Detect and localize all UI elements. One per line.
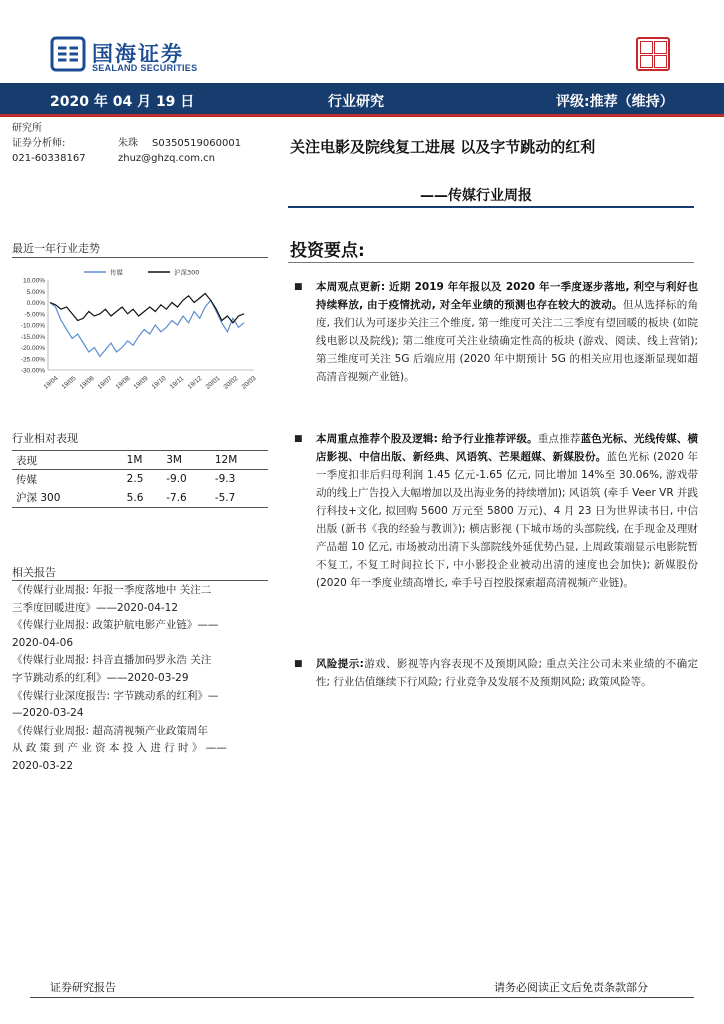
y-tick-label: -20.00%: [20, 345, 45, 352]
y-tick-label: -15.00%: [20, 333, 45, 341]
cell: -9.3: [214, 473, 236, 486]
analyst-cert: S0350519060001: [152, 138, 242, 149]
x-tick-label: 19/12: [186, 374, 204, 391]
legend-label: 传媒: [110, 268, 123, 277]
y-tick-label: 5.00%: [26, 288, 45, 296]
recommendation-mid: 重点推荐: [537, 433, 581, 445]
row-label: 沪深 300: [12, 489, 127, 508]
viewpoint-paragraph: [294, 278, 698, 386]
table-header-row: [12, 451, 268, 470]
page-subtitle: ——传媒行业周报: [420, 188, 532, 204]
recommendation-paragraph: [294, 430, 698, 592]
list-item[interactable]: 《传媒行业深度报告: 字节跳动系的红利》—: [12, 689, 219, 702]
recommendation-stocks: 蓝色光标、光线传媒、横店影视、中信出版、新经典、风语筑、芒果超媒、新媒股份。: [316, 433, 699, 463]
col-header: 3M: [166, 451, 215, 470]
sealand-logo-icon: [50, 36, 86, 72]
trend-heading: 最近一年行业走势: [12, 242, 100, 255]
cell: 5.6: [127, 489, 167, 508]
col-header: 12M: [215, 451, 268, 470]
key-points-divider: [288, 262, 694, 263]
risk-lead: 风险提示:: [316, 658, 364, 670]
y-tick-label: 10.00%: [22, 277, 45, 285]
list-item[interactable]: 2020-04-06: [12, 636, 74, 649]
recommendation-lead: 本周重点推荐个股及逻辑: 给予行业推荐评级。: [316, 433, 538, 445]
table-row: [12, 489, 268, 508]
cell: -7.6: [166, 489, 215, 508]
seal-stamp-icon: [636, 37, 670, 71]
cell: -5.7: [215, 489, 268, 508]
y-tick-label: -5.00%: [24, 311, 45, 319]
related-divider: [12, 580, 268, 581]
performance-heading: 行业相对表现: [12, 432, 78, 445]
analyst-name: 朱珠: [118, 138, 138, 149]
col-header: 1M: [127, 451, 167, 470]
analyst-phone: 021-60338167: [12, 153, 86, 164]
performance-table: [12, 450, 268, 508]
cell: 2.5: [126, 473, 144, 486]
company-logo: [50, 36, 210, 76]
brand-name-cn: 国海证券: [92, 42, 184, 66]
key-points-heading: 投资要点:: [290, 241, 365, 261]
y-tick-label: 0.00%: [26, 300, 45, 307]
rating: 评级:推荐（维持）: [556, 94, 674, 110]
bullet-icon: ■: [294, 659, 303, 669]
report-category: 行业研究: [328, 94, 384, 110]
related-heading: 相关报告: [12, 566, 56, 579]
y-tick-label: -10.00%: [20, 322, 45, 330]
x-tick-label: 19/07: [96, 374, 114, 391]
trend-divider: [12, 257, 268, 258]
risk-paragraph: [294, 655, 698, 691]
viewpoint-body: 但从选择标的角度, 我们认为可逐步关注三个维度, 第一维度可关注二三季度有望回暖的板块 (如院线电影以及院线); 第二维度可关注业绩确定性高的板块 (游戏、阅读、线上营销); 第三维度可关注 5G 后端应用 (2020 年中期预计 5G 的相关应用也逐渐显现如超高清音视频产业链)。: [316, 299, 698, 383]
list-item[interactable]: 《传媒行业周报: 超高清视频产业政策周年: [12, 724, 208, 737]
page-title: 关注电影及院线复工进展 以及字节跳动的红利: [290, 138, 596, 156]
x-tick-label: 19/10: [150, 374, 168, 391]
x-tick-label: 19/05: [60, 374, 78, 391]
x-tick-label: 19/04: [42, 374, 60, 391]
role-label: 证券分析师:: [12, 138, 66, 149]
brand-name-en: SEALAND SECURITIES: [92, 63, 198, 73]
x-tick-label: 19/06: [78, 374, 96, 391]
x-tick-label: 19/11: [168, 375, 186, 391]
footer-left: 证券研究报告: [50, 981, 116, 994]
dept-label: 研究所: [12, 123, 42, 134]
list-item[interactable]: 从 政 策 到 产 业 资 本 投 入 进 行 时 》 ——: [12, 742, 227, 755]
row-label: 传媒: [16, 473, 37, 486]
legend-label: 沪深300: [174, 268, 200, 277]
x-tick-label: 20/01: [204, 374, 222, 391]
y-tick-label: -25.00%: [20, 356, 45, 364]
table-row: [12, 470, 268, 489]
list-item[interactable]: 《传媒行业周报: 年报一季度落地中 关注二: [12, 584, 212, 596]
x-tick-label: 19/08: [114, 374, 132, 391]
y-tick-label: -30.00%: [20, 367, 45, 375]
x-tick-label: 19/09: [132, 374, 150, 391]
list-item[interactable]: 字节跳动系的红利》——2020-03-29: [12, 671, 189, 684]
recommendation-body: 蓝色光标 (2020 年一季度扣非后归母利润 1.45 亿元-1.65 亿元, 同比增加 14%至 30.06%, 游戏带动的线上广告投入大幅增加以及出海业务的持续增加); 风语筑 (牵手 Veer VR 并践行科技+文化, 拟回购 5600 万元至 5800 万元)、4 月 23 日为世界读书日, 中信出版 (新书《我的经验与教训》); 横店影视 (下城市场的头部院线, 在手现金及理财产品超 10 亿元, 市场被动出清下头部院线外延优势凸显, 上周政策端显示电影院暂不复工, 不复工时间拉长下, 中小影投企业被动出清的速度也会加快); 新媒股份 (2020 年一季度业绩高增长, 牵手号百控股探索超高清视频产业链)。: [316, 451, 698, 589]
bullet-icon: ■: [294, 434, 303, 444]
list-item[interactable]: 三季度回暖进度》——2020-04-12: [12, 601, 179, 614]
list-item[interactable]: 2020-03-22: [12, 759, 74, 772]
footer-disclaimer[interactable]: 请务必阅读正文后免责条款部分: [494, 981, 648, 994]
analyst-email[interactable]: zhuz@ghzq.com.cn: [118, 153, 216, 164]
col-header: 表现: [12, 451, 127, 470]
bullet-icon: ■: [294, 282, 303, 292]
industry-trend-chart: [12, 262, 268, 400]
related-reports-list: [12, 582, 270, 776]
viewpoint-lead: 本周观点更新: 近期 2019 年年报以及 2020 年一季度逐步落地, 利空与利好也持续释放, 由于疫情扰动, 对全年业绩的预测也存在较大的波动。: [316, 281, 698, 311]
x-tick-label: 20/03: [240, 374, 258, 391]
cell: -9.0: [166, 473, 187, 486]
list-item[interactable]: —2020-03-24: [12, 707, 84, 720]
title-divider: [288, 206, 694, 208]
risk-body: 游戏、影视等内容表现不及预期风险; 重点关注公司未来业绩的不确定性; 行业估值继续下行风险; 行业竞争及发展不及预期风险; 政策风险等。: [316, 658, 699, 688]
list-item[interactable]: 《传媒行业周报: 政策护航电影产业链》——: [12, 619, 219, 632]
report-date: 2020 年 04 月 19 日: [50, 94, 195, 110]
footer-divider: [30, 997, 694, 998]
x-tick-label: 20/02: [222, 374, 240, 391]
list-item[interactable]: 《传媒行业周报: 抖音直播加码罗永浩 关注: [12, 654, 212, 667]
